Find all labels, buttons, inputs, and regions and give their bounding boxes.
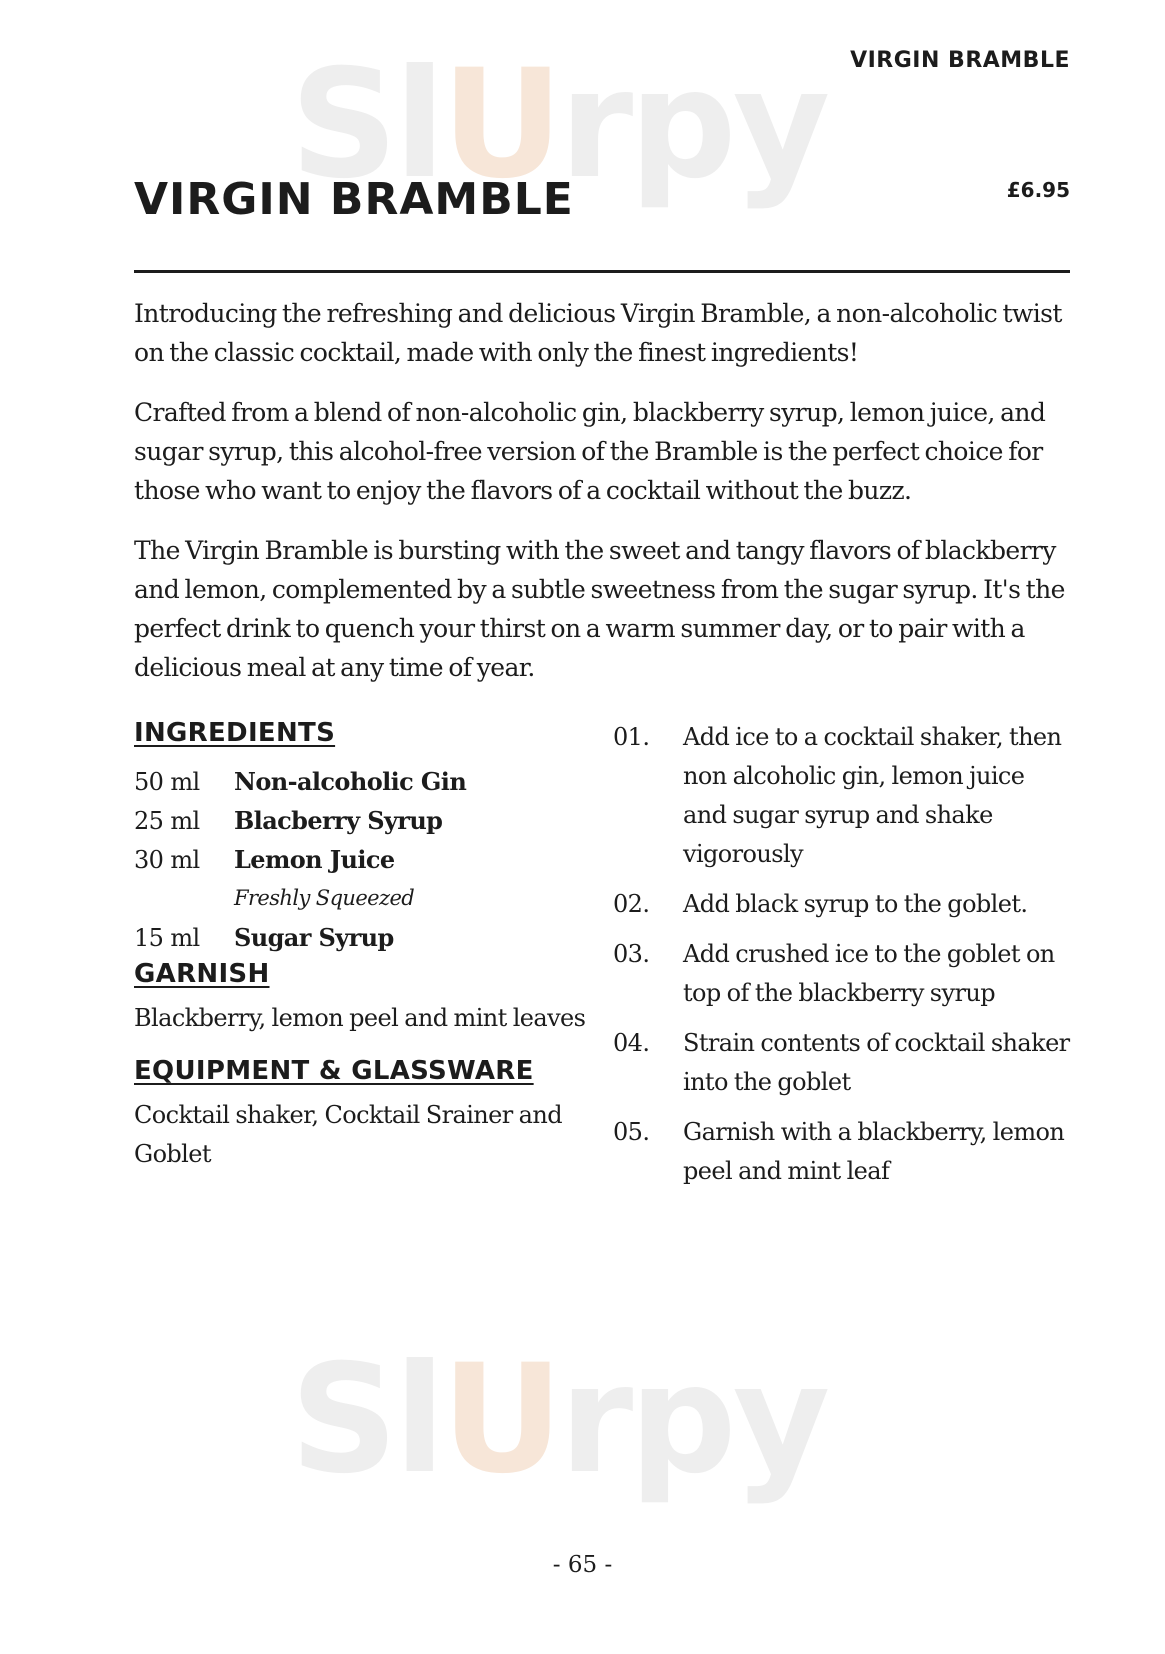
title-divider <box>134 270 1070 273</box>
price: £6.95 <box>1006 178 1070 202</box>
step-item <box>613 1024 1073 1102</box>
intro-paragraph: Introducing the refreshing and delicious Virgin Bramble, a non-alcoholic twist on the classic cocktail, made with only the finest ingredients! <box>134 299 1062 367</box>
step-text: Add black syrup to the goblet. <box>683 890 1028 918</box>
ingredient-name: Lemon Juice <box>234 845 395 874</box>
step-item <box>613 718 1073 874</box>
running-head: VIRGIN BRAMBLE <box>850 48 1070 73</box>
watermark-logo-bottom: SlUrpy <box>290 1333 827 1507</box>
ingredient-row <box>134 801 604 840</box>
step-number: 05. <box>613 1118 650 1146</box>
step-text: Strain contents of cocktail shaker into the goblet <box>683 1029 1070 1096</box>
intro-text <box>134 294 1070 708</box>
step-number: 01. <box>613 723 650 751</box>
step-text: Add crushed ice to the goblet on top of the blackberry syrup <box>683 940 1055 1007</box>
step-text: Add ice to a cocktail shaker, then non alcoholic gin, lemon juice and sugar syrup and shake vigorously <box>683 723 1062 868</box>
equipment-text: Cocktail shaker, Cocktail Srainer and Goblet <box>134 1101 562 1168</box>
method-steps <box>613 718 1073 1202</box>
step-item <box>613 885 1073 924</box>
ingredients-heading: INGREDIENTS <box>134 718 336 748</box>
step-number: 02. <box>613 890 650 918</box>
ingredient-note: Freshly Squeezed <box>234 886 415 910</box>
step-text: Garnish with a blackberry, lemon peel and mint leaf <box>683 1118 1065 1185</box>
ingredient-quantity: 25 ml <box>134 806 200 835</box>
ingredient-name: Non-alcoholic Gin <box>234 767 467 796</box>
garnish-heading: GARNISH <box>134 959 270 989</box>
recipe-details <box>134 718 604 1174</box>
garnish-text: Blackberry, lemon peel and mint leaves <box>134 1004 586 1032</box>
ingredient-row <box>134 840 604 879</box>
page-number: - 65 - <box>552 1552 613 1578</box>
ingredients-list <box>134 762 604 957</box>
ingredient-name: Blacberry Syrup <box>234 806 443 835</box>
step-item <box>613 935 1073 1013</box>
intro-paragraph: Crafted from a blend of non-alcoholic gin, blackberry syrup, lemon juice, and sugar syrup, this alcohol-free version of the Bramble is the perfect choice for those who want to enjoy the flavors of a cocktail without the buzz. <box>134 398 1046 505</box>
page-title: VIRGIN BRAMBLE <box>134 174 574 225</box>
step-number: 03. <box>613 940 650 968</box>
ingredient-row <box>134 762 604 801</box>
step-number: 04. <box>613 1029 650 1057</box>
ingredient-quantity: 50 ml <box>134 767 200 796</box>
ingredient-quantity: 15 ml <box>134 923 200 952</box>
equipment-heading: EQUIPMENT & GLASSWARE <box>134 1056 534 1086</box>
intro-paragraph: The Virgin Bramble is bursting with the sweet and tangy flavors of blackberry and lemon, complemented by a subtle sweetness from the sugar syrup. It's the perfect drink to quench your thirst on a warm summer day, or to pair with a delicious meal at any time of year. <box>134 536 1065 682</box>
ingredient-row <box>134 918 604 957</box>
watermark-logo-top: SlUrpy <box>290 38 827 212</box>
ingredient-name: Sugar Syrup <box>234 923 394 952</box>
step-item <box>613 1113 1073 1191</box>
ingredient-quantity: 30 ml <box>134 845 200 874</box>
